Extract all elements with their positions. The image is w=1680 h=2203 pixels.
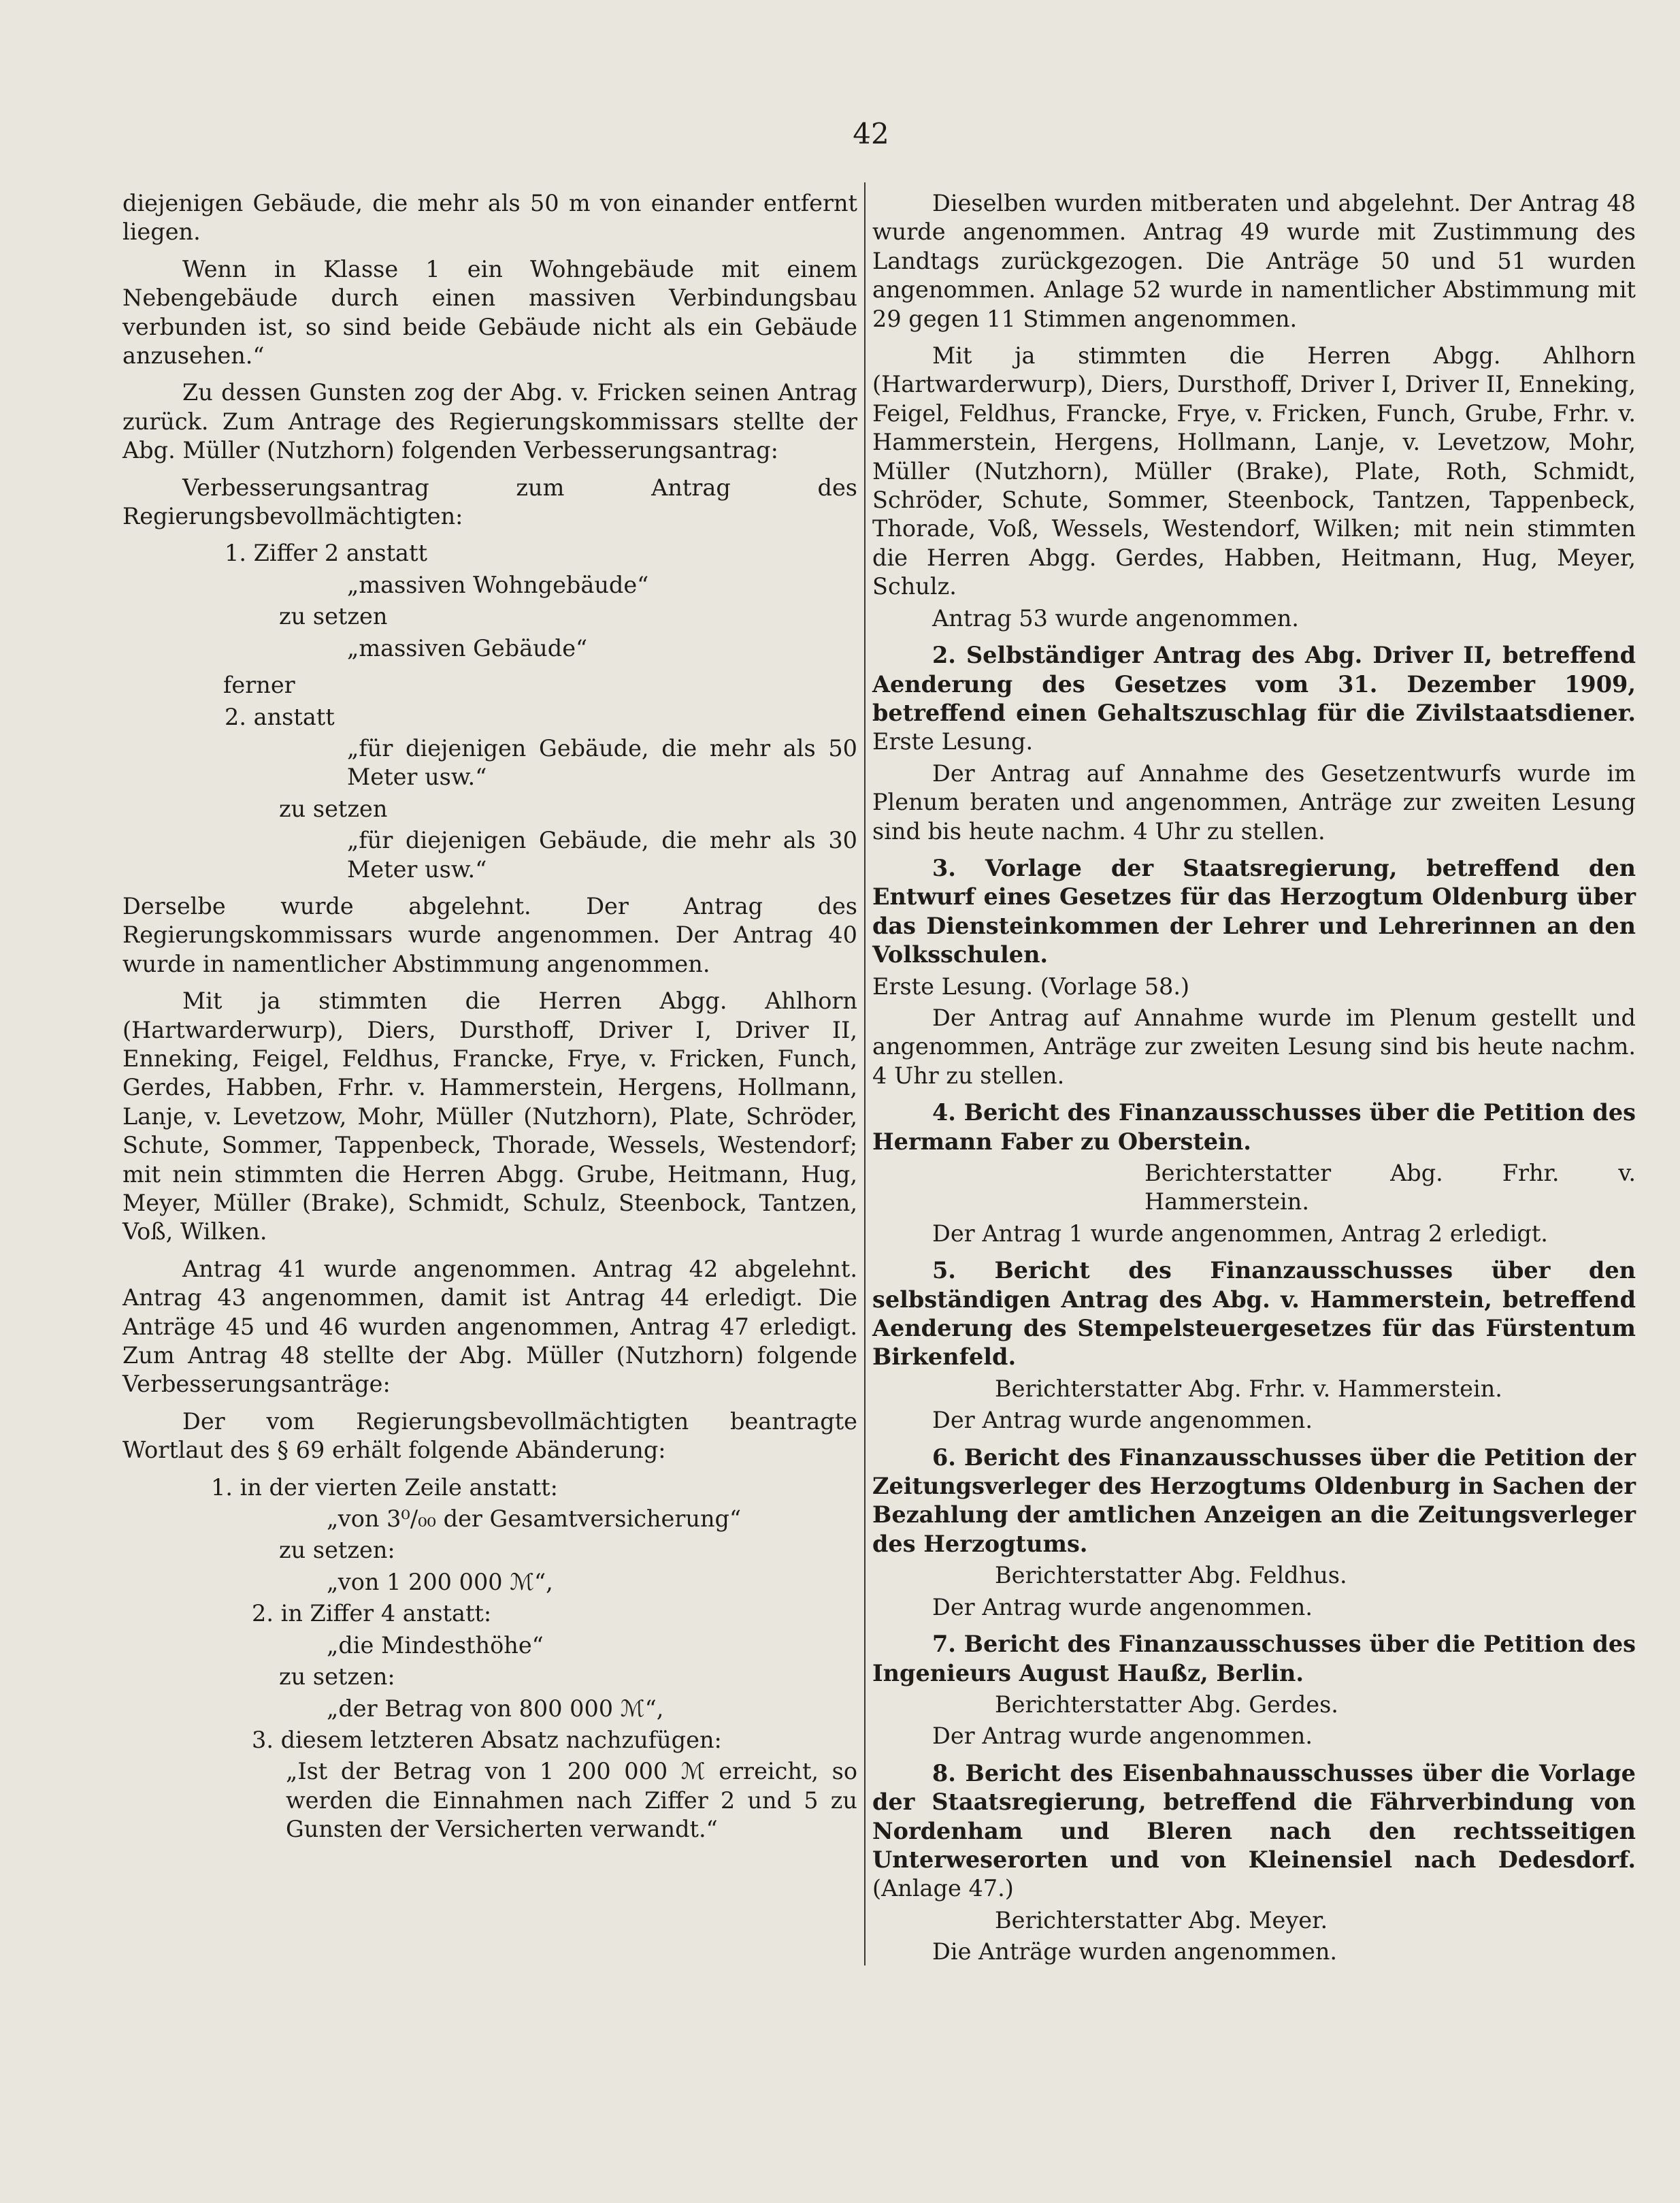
paragraph: Wenn in Klasse 1 ein Wohngebäude mit einem Nebengebäude durch einen massiven Verbindungsbau verbunden ist, so sind beide Gebäude nicht als ein Gebäude anzusehen.“ [122, 255, 857, 370]
paragraph: Der Antrag wurde angenommen. [932, 1723, 1313, 1750]
amendment-heading: Der vom Regierungsbevollmächtigten beantragte Wortlaut des § 69 erhält folgende Abänderung: [122, 1407, 857, 1464]
right-column [872, 189, 1636, 1975]
rapporteur-line: Berichterstatter Abg. Frhr. v. Hammerstein. [1144, 1160, 1636, 1215]
paragraph: Dieselben wurden mitberaten und abgelehnt. Der Antrag 48 wurde angenommen. Antrag 49 wurde mit Zustimmung des Landtags zurückgezogen. Die Anträge 50 und 51 wurden angenommen. Anlage 52 wurde in namentlicher Abstimmung mit 29 gegen 11 Stimmen angenommen. [872, 190, 1636, 332]
column-divider [864, 182, 866, 1965]
agenda-item-title: 5. Bericht des Finanzausschusses über den selbständigen Antrag des Abg. v. Hammerstein, betreffend Aenderung des Stempelsteuergesetzes für das Fürstentum Birkenfeld. [872, 1257, 1636, 1371]
paragraph: diejenigen Gebäude, die mehr als 50 m von einander entfernt liegen. [122, 190, 857, 246]
attachment-note: (Anlage 47.) [872, 1875, 1014, 1902]
vote-list: Mit ja stimmten die Herren Abgg. Ahlhorn (Hartwarderwurp), Diers, Dursthoff, Driver I, Driver II, Enneking, Feigel, Feldhus, Francke, Frye, v. Fricken, Funch, Grube, Frhr. v. Hammerstein, Hergens, Hollmann, Lanje, v. Levetzow, Mohr, Müller (Nutzhorn), Müller (Brake), Plate, Roth, Schmidt, Schröder, Schute, Sommer, Steenbock, Tantzen, Tappenbeck, Thorade, Voß, Wessels, Westendorf, Wilken; mit nein stimmten die Herren Abgg. Gerdes, Habben, Heitmann, Hug, Meyer, Schulz. [872, 342, 1636, 600]
quoted-text: „von 3⁰/₀₀ der Gesamtversicherung“ [327, 1505, 742, 1533]
agenda-item-8 [872, 1759, 1636, 1904]
agenda-item-title: 8. Bericht des Eisenbahnausschusses über die Vorlage der Staatsregierung, betreffend die Fährverbindung von Nordenham und Bleren nach den rechtsseitigen Unterweserorten und von Kleinensiel nach Dedesdorf. [872, 1759, 1636, 1873]
instruction-text: zu setzen [279, 603, 388, 630]
paragraph: Zu dessen Gunsten zog der Abg. v. Fricken seinen Antrag zurück. Zum Antrage des Regierungskommissars stellte der Abg. Müller (Nutzhorn) folgenden Verbesserungsantrag: [122, 379, 857, 464]
amendment-item: 1. Ziffer 2 anstatt [225, 540, 427, 567]
quoted-text: „die Mindesthöhe“ [327, 1631, 544, 1659]
instruction-text: zu setzen: [279, 1537, 395, 1564]
instruction-text: ferner [223, 672, 295, 699]
paragraph: Antrag 53 wurde angenommen. [932, 604, 1299, 632]
instruction-text: zu setzen [279, 795, 388, 822]
amendment-item: 2. anstatt [225, 703, 335, 730]
rapporteur-line: Berichterstatter Abg. Gerdes. [995, 1691, 1338, 1718]
quoted-text: „für diejenigen Gebäude, die mehr als 30 Meter usw.“ [347, 827, 857, 883]
paragraph: Antrag 41 wurde angenommen. Antrag 42 abgelehnt. Antrag 43 angenommen, damit ist Antrag 44 erledigt. Die Anträge 45 und 46 wurden angenommen, Antrag 47 erledigt. Zum Antrag 48 stellte der Abg. Müller (Nutzhorn) folgende Verbesserungsanträge: [122, 1255, 857, 1398]
agenda-item-title: 3. Vorlage der Staatsregierung, betreffend den Entwurf eines Gesetzes für das Herzogtum Oldenburg über das Diensteinkommen der Lehrer und Lehrerinnen an den Volksschulen. [872, 854, 1636, 968]
paragraph: Der Antrag wurde angenommen. [932, 1407, 1313, 1434]
left-column [122, 189, 857, 1853]
quoted-text: „Ist der Betrag von 1 200 000 ℳ erreicht, so werden die Einnahmen nach Ziffer 2 und 5 zu Gunsten der Versicherten verwandt.“ [286, 1758, 857, 1843]
quoted-text: „von 1 200 000 ℳ“, [327, 1568, 553, 1595]
rapporteur-line: Berichterstatter Abg. Meyer. [995, 1906, 1328, 1933]
amendment-item: 2. in Ziffer 4 anstatt: [252, 1600, 492, 1627]
paragraph: Der Antrag auf Annahme wurde im Plenum gestellt und angenommen, Anträge zur zweiten Lesung sind bis heute nachm. 4 Uhr zu stellen. [872, 1004, 1636, 1089]
agenda-item-title: 6. Bericht des Finanzausschusses über die Petition der Zeitungsverleger des Herzogtums Oldenburg in Sachen der Bezahlung der amtlichen Anzeigen an die Zeitungsverleger des Herzogtums. [872, 1443, 1636, 1557]
paragraph: Die Anträge wurden angenommen. [932, 1938, 1338, 1965]
reading-note: Erste Lesung. (Vorlage 58.) [872, 973, 1190, 1000]
vote-list: Mit ja stimmten die Herren Abgg. Ahlhorn (Hartwarderwurp), Diers, Dursthoff, Driver I, Driver II, Enneking, Feigel, Feldhus, Francke, Frye, v. Fricken, Funch, Gerdes, Habben, Frhr. v. Hammerstein, Hergens, Hollmann, Lanje, v. Levetzow, Mohr, Müller (Nutzhorn), Plate, Schröder, Schute, Sommer, Tappenbeck, Thorade, Wessels, Westendorf; mit nein stimmten die Herren Abgg. Grube, Heitmann, Hug, Meyer, Müller (Brake), Schmidt, Schulz, Steenbock, Tantzen, Voß, Wilken. [122, 988, 857, 1245]
rapporteur-line: Berichterstatter Abg. Frhr. v. Hammerstein. [995, 1375, 1502, 1402]
amendment-item: 3. diesem letzteren Absatz nachzufügen: [252, 1726, 722, 1753]
quoted-text: „für diejenigen Gebäude, die mehr als 50 Meter usw.“ [347, 734, 857, 791]
agenda-item-title: 4. Bericht des Finanzausschusses über die Petition des Hermann Faber zu Oberstein. [872, 1099, 1636, 1155]
instruction-text: zu setzen: [279, 1663, 395, 1691]
amendment-item: 1. in der vierten Zeile anstatt: [211, 1473, 558, 1501]
paragraph: Derselbe wurde abgelehnt. Der Antrag des Regierungskommissars wurde angenommen. Der Antrag 40 wurde in namentlicher Abstimmung angenommen. [122, 892, 857, 977]
paragraph: Der Antrag auf Annahme des Gesetzentwurfs wurde im Plenum beraten und angenommen, Anträge zur zweiten Lesung sind bis heute nachm. 4 Uhr zu stellen. [872, 760, 1636, 845]
quoted-text: „massiven Gebäude“ [347, 634, 588, 662]
reading-note: Erste Lesung. [872, 728, 1034, 755]
amendment-heading: Verbesserungsantrag zum Antrag des Regierungsbevollmächtigten: [122, 474, 857, 530]
rapporteur-line: Berichterstatter Abg. Feldhus. [995, 1562, 1347, 1589]
paragraph: Der Antrag 1 wurde angenommen, Antrag 2 erledigt. [932, 1220, 1548, 1247]
quoted-text: „massiven Wohngebäude“ [347, 571, 649, 598]
paragraph: Der Antrag wurde angenommen. [932, 1593, 1313, 1620]
agenda-item-2 [872, 641, 1636, 757]
quoted-text: „der Betrag von 800 000 ℳ“, [327, 1695, 664, 1722]
agenda-item-title: 2. Selbständiger Antrag des Abg. Driver II, betreffend Aenderung des Gesetzes vom 31. Dezember 1909, betreffend einen Gehaltszuschlag für die Zivilstaatsdiener. [872, 642, 1636, 726]
agenda-item-title: 7. Bericht des Finanzausschusses über die Petition des Ingenieurs August Haußz, Berlin. [872, 1631, 1636, 1686]
page-number: 42 [853, 117, 889, 150]
